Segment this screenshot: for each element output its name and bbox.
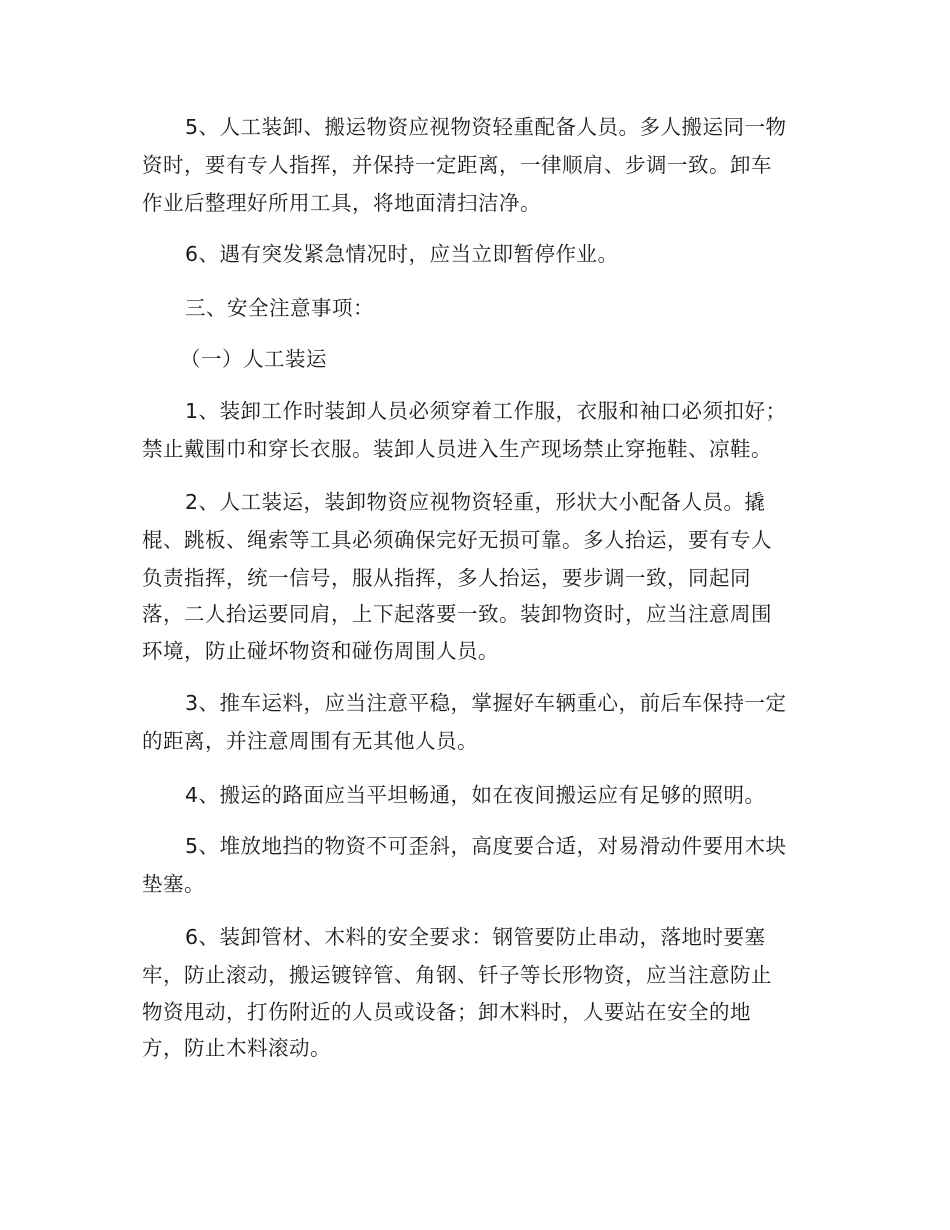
text-line: 资时，要有专人指挥，并保持一定距离，一律顺肩、步调一致。卸车 xyxy=(142,153,772,177)
subsection-heading: （一）人工装运 xyxy=(180,347,327,371)
text-line: 环境，防止碰坏物资和碰伤周围人员。 xyxy=(142,639,499,663)
text-line: 6、遇有突发紧急情况时，应当立即暂停作业。 xyxy=(185,242,619,266)
text-line: 5、堆放地挡的物资不可歪斜，高度要合适，对易滑动件要用木块 xyxy=(185,834,787,858)
text-line: 负责指挥，统一信号，服从指挥，多人抬运，要步调一致，同起同 xyxy=(142,566,751,590)
text-line: 5、人工装卸、搬运物资应视物资轻重配备人员。多人搬运同一物 xyxy=(185,115,787,139)
text-line: 作业后整理好所用工具，将地面清扫洁净。 xyxy=(142,191,541,215)
text-line: 4、搬运的路面应当平坦畅通，如在夜间搬运应有足够的照明。 xyxy=(185,783,766,807)
text-line: 棍、跳板、绳索等工具必须确保完好无损可靠。多人抬运，要有专人 xyxy=(142,528,772,552)
text-line: 物资甩动，打伤附近的人员或设备；卸木料时，人要站在安全的地 xyxy=(142,1000,751,1024)
text-line: 1、装卸工作时装卸人员必须穿着工作服，衣服和袖口必须扣好； xyxy=(185,399,787,423)
text-line: 方，防止木料滚动。 xyxy=(142,1036,331,1060)
text-line: 垫塞。 xyxy=(142,872,205,896)
section-heading: 三、安全注意事项： xyxy=(185,296,374,320)
text-line: 的距离，并注意周围有无其他人员。 xyxy=(142,729,478,753)
text-line: 2、人工装运，装卸物资应视物资轻重，形状大小配备人员。撬 xyxy=(185,490,766,514)
text-line: 牢，防止滚动，搬运镀锌管、角钢、钎子等长形物资，应当注意防止 xyxy=(142,963,772,987)
text-line: 3、推车运料，应当注意平稳，掌握好车辆重心，前后车保持一定 xyxy=(185,691,787,715)
text-line: 禁止戴围巾和穿长衣服。装卸人员进入生产现场禁止穿拖鞋、凉鞋。 xyxy=(142,437,772,461)
text-line: 6、装卸管材、木料的安全要求：钢管要防止串动，落地时要塞 xyxy=(185,925,766,949)
text-line: 落，二人抬运要同肩，上下起落要一致。装卸物资时，应当注意周围 xyxy=(142,602,772,626)
